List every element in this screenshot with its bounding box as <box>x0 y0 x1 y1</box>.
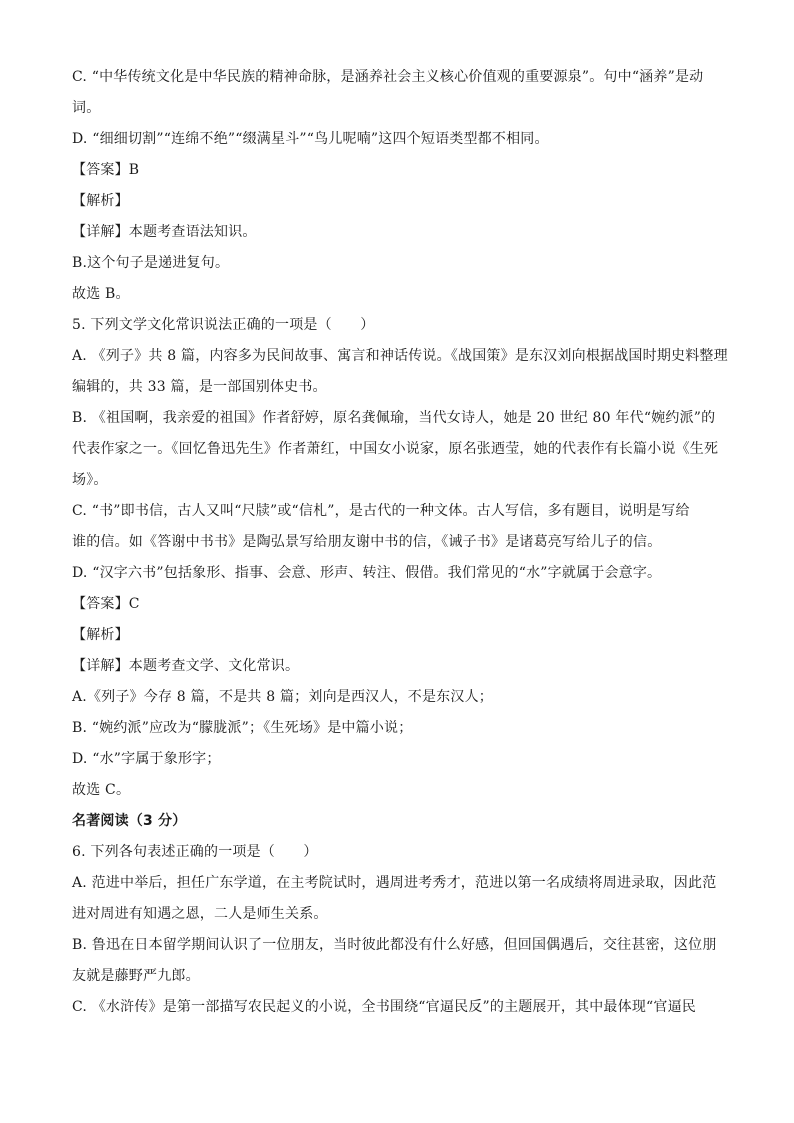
q6-option-b-line2: 友就是藤野严九郎。 <box>72 968 200 984</box>
q4-option-d: D. “细细切割”“连绵不绝”“缀满星斗”“鸟儿呢喃”这四个短语类型都不相同。 <box>72 131 549 147</box>
q5-analysis-label: 【解析】 <box>72 627 129 643</box>
q4-option-c-line1: C. “中华传统文化是中华民族的精神命脉，是涵养社会主义核心价值观的重要源泉”。句中“涵养”是动 <box>72 69 704 85</box>
q5-option-a-line2: 编辑的，共 33 篇，是一部国别体史书。 <box>72 379 327 395</box>
q4-detail-b: B.这个句子是递进复句。 <box>72 255 230 271</box>
q5-detail: 【详解】本题考查文学、文化常识。 <box>72 658 300 674</box>
q5-answer: 【答案】C <box>72 596 140 612</box>
q5-option-d: D. “汉字六书”包括象形、指事、会意、形声、转注、假借。我们常见的“水”字就属于会意字。 <box>72 565 662 581</box>
q4-analysis-label: 【解析】 <box>72 193 129 209</box>
q6-option-c-line1: C. 《水浒传》是第一部描写农民起义的小说，全书围绕“官逼民反”的主题展开，其中最体现“官逼民 <box>72 999 696 1015</box>
q5-detail-b: B. “婉约派”应改为“朦胧派”；《生死场》是中篇小说； <box>72 720 413 736</box>
q4-option-c-line2: 词。 <box>72 100 101 116</box>
q5-detail-d: D. “水”字属于象形字； <box>72 751 221 767</box>
q5-option-a-line1: A. 《列子》共 8 篇，内容多为民间故事、寓言和神话传说。《战国策》是东汉刘向根据战国时期史料整理 <box>72 348 728 364</box>
q5-stem: 5. 下列文学文化常识说法正确的一项是（ ） <box>72 317 375 333</box>
document-page <box>72 62 728 1023</box>
q5-option-b-line1: B. 《祖国啊，我亲爱的祖国》作者舒婷，原名龚佩瑜，当代女诗人，她是 20 世纪 80 年代“婉约派”的 <box>72 410 716 426</box>
q6-option-a-line1: A. 范进中举后，担任广东学道，在主考院试时，遇周进考秀才，范进以第一名成绩将周进录取，因此范 <box>72 875 717 891</box>
q5-detail-a: A.《列子》今存 8 篇，不是共 8 篇；刘向是西汉人，不是东汉人； <box>72 689 493 705</box>
section-heading: 名著阅读（3 分） <box>72 813 187 829</box>
q6-option-b-line1: B. 鲁迅在日本留学期间认识了一位朋友，当时彼此都没有什么好感，但回国偶遇后，交往甚密，这位朋 <box>72 937 717 953</box>
q5-option-b-line3: 场》。 <box>72 472 108 488</box>
q6-stem: 6. 下列各句表述正确的一项是（ ） <box>72 844 318 860</box>
q4-detail: 【详解】本题考查语法知识。 <box>72 224 257 240</box>
q6-option-a-line2: 进对周进有知遇之恩，二人是师生关系。 <box>72 906 328 922</box>
q5-option-c-line2: 谁的信。如《答谢中书书》是陶弘景写给朋友谢中书的信，《诫子书》是诸葛亮写给儿子的信。 <box>72 534 662 550</box>
q5-option-c-line1: C. “书”即书信，古人又叫“尺牍”或“信札”，是古代的一种文体。古人写信，多有题目，说明是写给 <box>72 503 690 519</box>
q5-conclusion: 故选 C。 <box>72 782 131 798</box>
q4-answer: 【答案】B <box>72 162 140 178</box>
q4-conclusion: 故选 B。 <box>72 286 130 302</box>
q5-option-b-line2: 代表作家之一。《回忆鲁迅先生》作者萧红，中国女小说家，原名张迺莹，她的代表作有长篇小说《生死 <box>72 441 719 457</box>
